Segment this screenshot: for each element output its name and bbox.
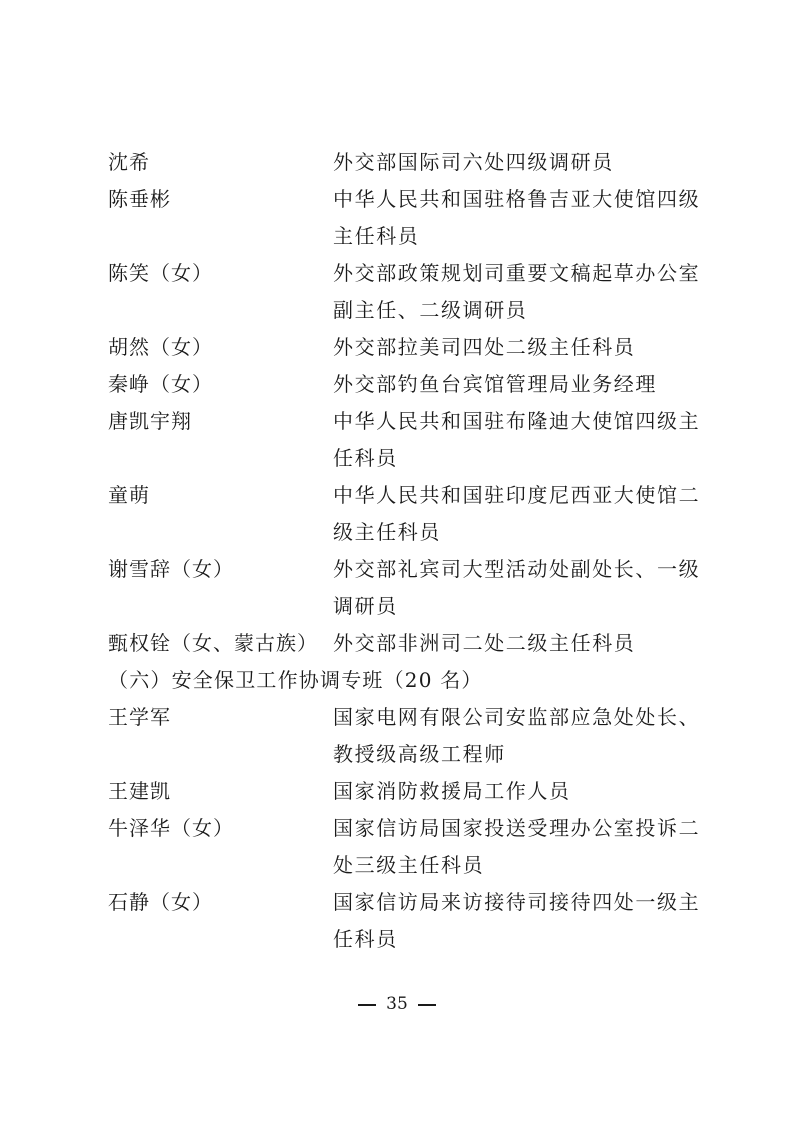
list-item: [108, 144, 708, 181]
title-line: 调研员: [333, 594, 398, 618]
person-title: [333, 144, 698, 181]
title-line: 级主任科员: [333, 520, 441, 544]
list-item: [108, 255, 708, 329]
person-title: [333, 329, 698, 366]
person-name: 陈垂彬: [108, 187, 171, 211]
title-line: 主任科员: [333, 224, 420, 248]
list-item: [108, 329, 708, 366]
list-item: [108, 366, 708, 403]
title-line: 外交部政策规划司重要文稿起草办公室: [333, 261, 701, 285]
person-title: [333, 773, 698, 810]
person-name: 秦峥（女）: [108, 372, 213, 396]
person-title: [333, 366, 698, 403]
person-name: 牛泽华（女）: [108, 816, 234, 840]
title-line: 外交部拉美司四处二级主任科员: [333, 335, 636, 359]
person-title: [333, 255, 701, 329]
person-name: 王建凯: [108, 779, 171, 803]
title-line: 中华人民共和国驻格鲁吉亚大使馆四级: [333, 187, 701, 211]
person-title: [333, 625, 698, 662]
person-name: 沈希: [108, 150, 150, 174]
title-line: 国家信访局国家投送受理办公室投诉二: [333, 816, 701, 840]
person-name: 陈笑（女）: [108, 261, 213, 285]
title-line: 外交部礼宾司大型活动处副处长、一级: [333, 557, 701, 581]
page-footer: [0, 992, 794, 1016]
list-item: [108, 477, 708, 551]
person-title: [333, 477, 701, 551]
person-name: 甄权铨（女、蒙古族）: [108, 631, 318, 655]
title-line: 处三级主任科员: [333, 853, 485, 877]
list-item: [108, 625, 708, 662]
person-name: 石静（女）: [108, 890, 213, 914]
title-line: 任科员: [333, 446, 398, 470]
list-item: [108, 181, 708, 255]
page-number: 35: [386, 994, 408, 1014]
name-list-part-1: [108, 144, 708, 662]
list-item: [108, 773, 708, 810]
title-line: 教授级高级工程师: [333, 742, 506, 766]
person-title: [333, 181, 701, 255]
person-name: 胡然（女）: [108, 335, 213, 359]
person-name: 王学军: [108, 705, 171, 729]
list-item: [108, 699, 708, 773]
person-title: [333, 551, 701, 625]
title-line: 国家消防救援局工作人员: [333, 779, 571, 803]
name-list-part-2: [108, 699, 708, 958]
title-line: 中华人民共和国驻印度尼西亚大使馆二: [333, 483, 701, 507]
person-title: [333, 699, 701, 773]
dash-left: [358, 1004, 376, 1006]
title-line: 国家信访局来访接待司接待四处一级主: [333, 890, 701, 914]
person-title: [333, 403, 701, 477]
title-line: 国家电网有限公司安监部应急处处长、: [333, 705, 701, 729]
name-list: [108, 144, 708, 958]
person-name: 童萌: [108, 483, 150, 507]
list-item: [108, 551, 708, 625]
title-line: 中华人民共和国驻布隆迪大使馆四级主: [333, 409, 701, 433]
person-name: 唐凯宇翔: [108, 409, 192, 433]
list-item: [108, 403, 708, 477]
title-line: 副主任、二级调研员: [333, 298, 528, 322]
list-item: [108, 810, 708, 884]
title-line: 外交部钓鱼台宾馆管理局业务经理: [333, 372, 657, 396]
person-title: [333, 810, 701, 884]
dash-right: [418, 1004, 436, 1006]
person-name: 谢雪辞（女）: [108, 557, 234, 581]
title-line: 外交部非洲司二处二级主任科员: [333, 631, 636, 655]
person-title: [333, 884, 701, 958]
title-line: 外交部国际司六处四级调研员: [333, 150, 614, 174]
title-line: 任科员: [333, 927, 398, 951]
list-item: [108, 884, 708, 958]
section-heading: （六）安全保卫工作协调专班（20 名）: [108, 668, 483, 692]
